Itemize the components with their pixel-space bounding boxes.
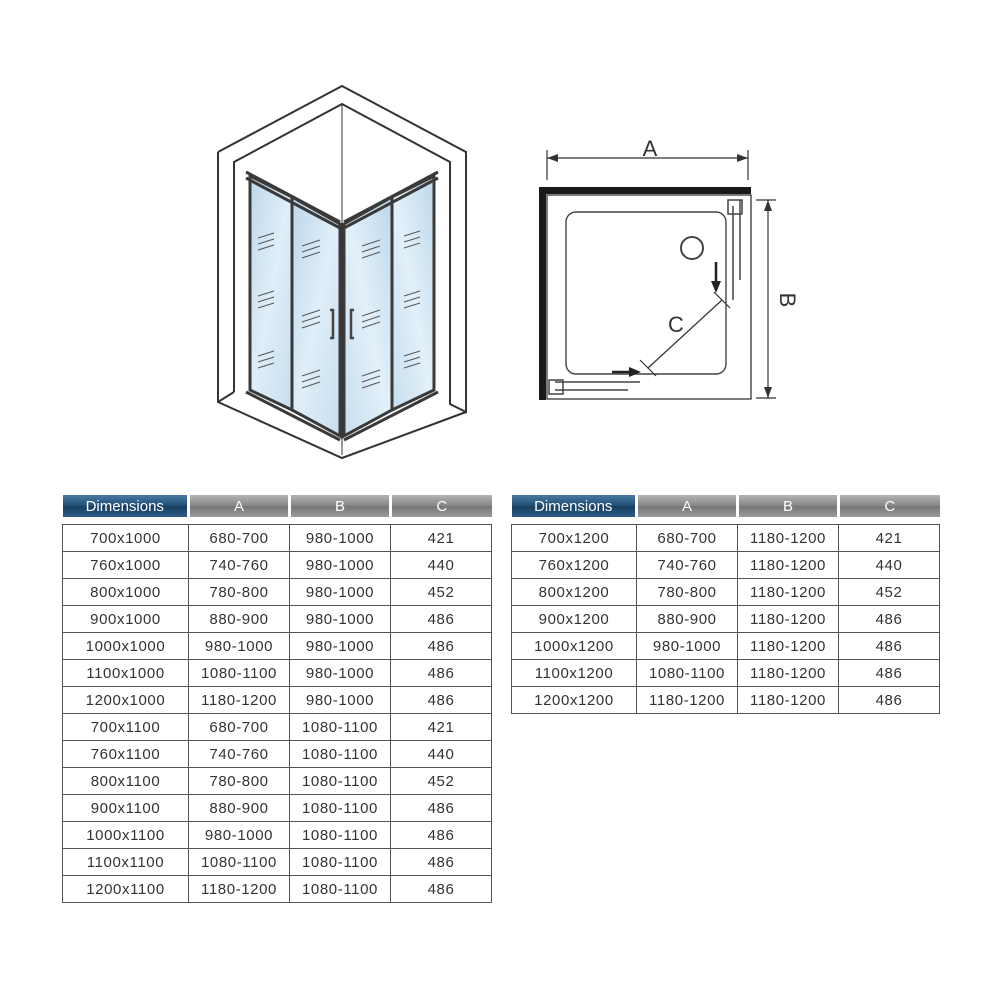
cell-dimensions: 1100x1000 xyxy=(63,660,189,687)
cell-c: 486 xyxy=(391,795,492,822)
cell-a: 980-1000 xyxy=(189,633,290,660)
cell-dimensions: 900x1100 xyxy=(63,795,189,822)
table-row xyxy=(63,552,492,579)
cell-dimensions: 1000x1100 xyxy=(63,822,189,849)
table-row xyxy=(63,795,492,822)
cell-a: 1080-1100 xyxy=(189,660,290,687)
cell-c: 452 xyxy=(391,768,492,795)
cell-a: 740-760 xyxy=(189,552,290,579)
cell-b: 1180-1200 xyxy=(738,525,839,552)
cell-dimensions: 800x1000 xyxy=(63,579,189,606)
cell-a: 780-800 xyxy=(637,579,738,606)
cell-b: 980-1000 xyxy=(290,606,391,633)
cell-a: 780-800 xyxy=(189,768,290,795)
table-row xyxy=(63,876,492,903)
cell-c: 486 xyxy=(839,660,940,687)
walls-top-view xyxy=(539,187,751,400)
cell-a: 980-1000 xyxy=(189,822,290,849)
cell-c: 486 xyxy=(391,849,492,876)
table-header-row xyxy=(512,495,940,517)
cell-dimensions: 700x1100 xyxy=(63,714,189,741)
cell-b: 1080-1100 xyxy=(290,768,391,795)
table-row xyxy=(512,633,940,660)
cell-a: 780-800 xyxy=(189,579,290,606)
cell-b: 1080-1100 xyxy=(290,822,391,849)
dimension-b-label: B xyxy=(775,292,800,308)
cell-c: 486 xyxy=(391,606,492,633)
cell-b: 1080-1100 xyxy=(290,795,391,822)
table-row xyxy=(512,687,940,714)
cell-b: 1080-1100 xyxy=(290,741,391,768)
cell-b: 1180-1200 xyxy=(738,552,839,579)
cell-a: 880-900 xyxy=(637,606,738,633)
cell-a: 1080-1100 xyxy=(189,849,290,876)
header-dimensions: Dimensions xyxy=(512,495,637,517)
top-view-dimension-diagram xyxy=(0,0,1000,470)
cell-a: 1080-1100 xyxy=(637,660,738,687)
cell-b: 1080-1100 xyxy=(290,849,391,876)
header-b: B xyxy=(738,495,839,517)
cell-dimensions: 1200x1100 xyxy=(63,876,189,903)
cell-b: 980-1000 xyxy=(290,687,391,714)
cell-dimensions: 1000x1200 xyxy=(512,633,637,660)
dimension-b-line xyxy=(756,200,776,398)
opening-arrows xyxy=(612,262,721,377)
cell-c: 452 xyxy=(391,579,492,606)
table-row xyxy=(63,633,492,660)
table-body xyxy=(63,517,492,903)
cell-dimensions: 1100x1200 xyxy=(512,660,637,687)
cell-dimensions: 700x1200 xyxy=(512,525,637,552)
table-row xyxy=(512,606,940,633)
table-body xyxy=(512,517,940,714)
header-c: C xyxy=(391,495,492,517)
cell-b: 1180-1200 xyxy=(738,660,839,687)
cell-a: 680-700 xyxy=(637,525,738,552)
cell-dimensions: 800x1100 xyxy=(63,768,189,795)
cell-a: 880-900 xyxy=(189,795,290,822)
cell-dimensions: 760x1100 xyxy=(63,741,189,768)
table-row xyxy=(512,552,940,579)
cell-dimensions: 1100x1100 xyxy=(63,849,189,876)
cell-b: 1080-1100 xyxy=(290,714,391,741)
cell-c: 421 xyxy=(391,525,492,552)
cell-c: 421 xyxy=(391,714,492,741)
cell-dimensions: 900x1200 xyxy=(512,606,637,633)
cell-c: 486 xyxy=(391,876,492,903)
header-b: B xyxy=(290,495,391,517)
cell-dimensions: 760x1000 xyxy=(63,552,189,579)
cell-b: 980-1000 xyxy=(290,525,391,552)
cell-b: 980-1000 xyxy=(290,579,391,606)
cell-c: 486 xyxy=(391,660,492,687)
cell-a: 740-760 xyxy=(637,552,738,579)
cell-a: 980-1000 xyxy=(637,633,738,660)
table-row xyxy=(63,525,492,552)
table-row xyxy=(63,687,492,714)
cell-a: 1180-1200 xyxy=(637,687,738,714)
table-row xyxy=(63,714,492,741)
cell-b: 980-1000 xyxy=(290,633,391,660)
header-dimensions: Dimensions xyxy=(63,495,189,517)
table-row xyxy=(63,579,492,606)
table-header-row xyxy=(63,495,492,517)
cell-b: 1080-1100 xyxy=(290,876,391,903)
cell-c: 452 xyxy=(839,579,940,606)
cell-a: 880-900 xyxy=(189,606,290,633)
table-row xyxy=(63,849,492,876)
cell-c: 440 xyxy=(391,741,492,768)
table-row xyxy=(63,606,492,633)
dimensions-table-right xyxy=(511,495,940,714)
header-a: A xyxy=(637,495,738,517)
dimension-a-label: A xyxy=(642,136,658,161)
cell-c: 486 xyxy=(391,687,492,714)
cell-dimensions: 1000x1000 xyxy=(63,633,189,660)
cell-a: 1180-1200 xyxy=(189,876,290,903)
cell-dimensions: 900x1000 xyxy=(63,606,189,633)
cell-a: 680-700 xyxy=(189,714,290,741)
cell-b: 1180-1200 xyxy=(738,687,839,714)
cell-a: 680-700 xyxy=(189,525,290,552)
table-row xyxy=(63,768,492,795)
cell-c: 486 xyxy=(839,687,940,714)
header-c: C xyxy=(839,495,940,517)
cell-a: 1180-1200 xyxy=(189,687,290,714)
cell-dimensions: 760x1200 xyxy=(512,552,637,579)
table-row xyxy=(512,579,940,606)
cell-dimensions: 1200x1200 xyxy=(512,687,637,714)
dimension-c-label: C xyxy=(668,312,684,337)
table-row xyxy=(512,525,940,552)
cell-c: 486 xyxy=(839,633,940,660)
table-row xyxy=(63,660,492,687)
cell-b: 980-1000 xyxy=(290,660,391,687)
dimension-c-line xyxy=(640,292,730,376)
cell-a: 740-760 xyxy=(189,741,290,768)
table-row xyxy=(63,741,492,768)
dimensions-table-left xyxy=(62,495,492,903)
table-row xyxy=(512,660,940,687)
cell-c: 440 xyxy=(839,552,940,579)
cell-b: 1180-1200 xyxy=(738,633,839,660)
cell-dimensions: 1200x1000 xyxy=(63,687,189,714)
cell-dimensions: 700x1000 xyxy=(63,525,189,552)
table-row xyxy=(63,822,492,849)
cell-c: 440 xyxy=(391,552,492,579)
cell-dimensions: 800x1200 xyxy=(512,579,637,606)
cell-b: 980-1000 xyxy=(290,552,391,579)
cell-c: 486 xyxy=(391,633,492,660)
cell-b: 1180-1200 xyxy=(738,606,839,633)
cell-c: 486 xyxy=(391,822,492,849)
cell-b: 1180-1200 xyxy=(738,579,839,606)
cell-c: 421 xyxy=(839,525,940,552)
cell-c: 486 xyxy=(839,606,940,633)
header-a: A xyxy=(189,495,290,517)
